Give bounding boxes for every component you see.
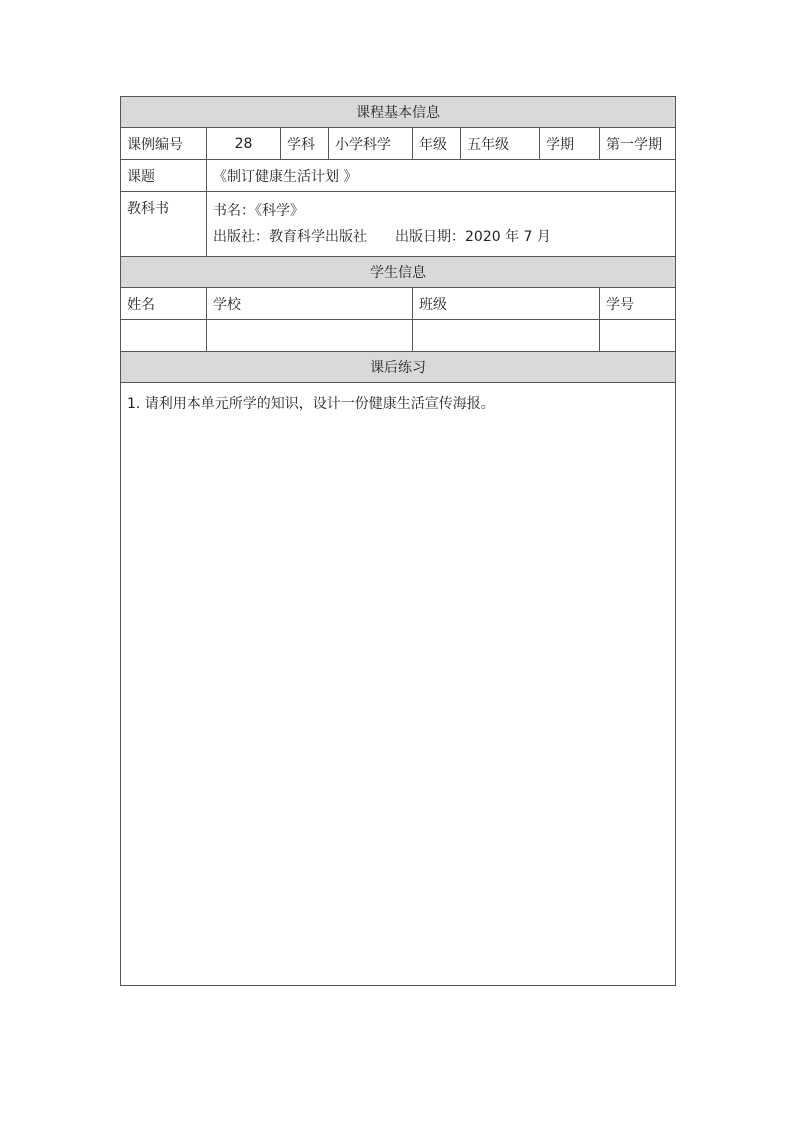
semester-label: 学期: [540, 128, 600, 160]
grade-value: 五年级: [461, 128, 540, 160]
student-info-input-row: [121, 320, 676, 352]
name-label: 姓名: [121, 288, 207, 320]
textbook-label: 教科书: [121, 192, 207, 257]
course-info-header: 课程基本信息: [121, 97, 676, 128]
student-info-labels-row: [121, 288, 676, 320]
topic-label: 课题: [121, 160, 207, 192]
student-info-header: 学生信息: [121, 257, 676, 288]
homework-item-1: 1. 请利用本单元所学的知识，设计一份健康生活宣传海报。: [127, 396, 495, 412]
homework-content-row: [121, 383, 676, 986]
school-field[interactable]: [207, 320, 413, 352]
school-label: 学校: [207, 288, 413, 320]
student-id-field[interactable]: [600, 320, 676, 352]
name-field[interactable]: [121, 320, 207, 352]
lesson-number-label: 课例编号: [121, 128, 207, 160]
homework-content[interactable]: [121, 383, 676, 986]
subject-value: 小学科学: [329, 128, 413, 160]
student-id-label: 学号: [600, 288, 676, 320]
class-field[interactable]: [413, 320, 600, 352]
publish-date: 出版日期：2020 年 7 月: [395, 229, 551, 245]
publisher: 出版社：教育科学出版社: [213, 229, 367, 245]
course-info-header-row: [121, 97, 676, 128]
textbook-details: [207, 192, 676, 257]
topic-value: 《制订健康生活计划 》: [207, 160, 676, 192]
homework-header: 课后练习: [121, 352, 676, 383]
semester-value: 第一学期: [600, 128, 676, 160]
book-name: 书名：《科学》: [213, 203, 304, 219]
textbook-row: [121, 192, 676, 257]
grade-label: 年级: [413, 128, 461, 160]
homework-header-row: [121, 352, 676, 383]
student-info-header-row: [121, 257, 676, 288]
lesson-number-value: 28: [207, 128, 281, 160]
course-meta-row: [121, 128, 676, 160]
topic-row: [121, 160, 676, 192]
class-label: 班级: [413, 288, 600, 320]
publish-line: [213, 224, 669, 250]
subject-label: 学科: [281, 128, 329, 160]
lesson-info-form: [120, 96, 676, 986]
